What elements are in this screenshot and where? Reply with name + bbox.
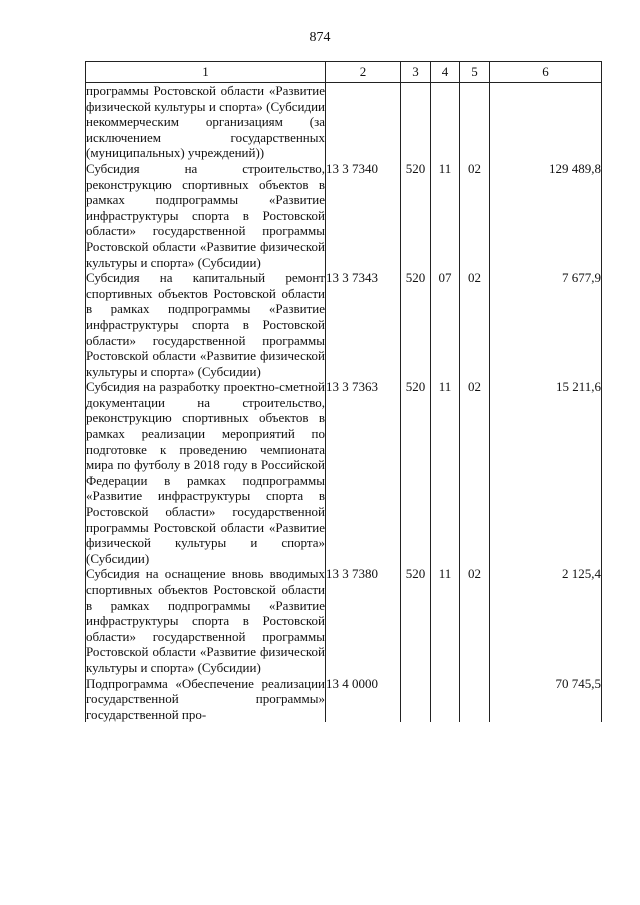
row-amount: 2 125,4	[490, 566, 602, 675]
row-col-5	[460, 676, 490, 723]
table-row	[86, 161, 602, 270]
header-col-3: 3	[401, 62, 431, 83]
row-col-5: 02	[460, 270, 490, 379]
row-amount: 129 489,8	[490, 161, 602, 270]
header-col-4: 4	[431, 62, 460, 83]
row-amount: 7 677,9	[490, 270, 602, 379]
row-amount: 15 211,6	[490, 379, 602, 566]
row-code	[326, 83, 401, 161]
header-row	[86, 62, 602, 83]
row-col-4: 07	[431, 270, 460, 379]
row-col-5: 02	[460, 161, 490, 270]
header-col-6: 6	[490, 62, 602, 83]
row-code: 13 3 7343	[326, 270, 401, 379]
header-col-2: 2	[326, 62, 401, 83]
row-col-3: 520	[401, 161, 431, 270]
row-col-5	[460, 83, 490, 161]
row-col-5: 02	[460, 379, 490, 566]
table-header	[86, 62, 602, 83]
row-col-3	[401, 676, 431, 723]
page-number: 874	[309, 30, 331, 45]
row-amount	[490, 83, 602, 161]
row-name: Субсидия на строительство, реконструкцию спортивных объектов в рамках подпрограммы «Развитие инфраструктуры спорта в Ростовской области» государственной программы Ростовской области «Развитие физической культуры и спорта» (Субсидии)	[86, 160, 325, 270]
row-code: 13 3 7363	[326, 379, 401, 566]
row-amount: 70 745,5	[490, 676, 602, 723]
table-body	[86, 83, 602, 723]
table-row	[86, 566, 602, 675]
row-code: 13 4 0000	[326, 676, 401, 723]
row-code: 13 3 7340	[326, 161, 401, 270]
row-col-4: 11	[431, 161, 460, 270]
table-row	[86, 270, 602, 379]
table-row	[86, 676, 602, 723]
row-name: Субсидия на оснащение вновь вводимых спортивных объектов Ростовской области в рамках подпрограммы «Развитие инфраструктуры спорта в Ростовской области» государственной программы Ростовской области «Развитие физической культуры и спорта» (Субсидии)	[86, 566, 325, 675]
row-col-4	[431, 676, 460, 723]
row-name: Субсидия на разработку проектно-сметной документации на строительство, реконструкцию спортивных объектов в рамках реализации мероприятий по подготовке к проведению чемпионата мира по футболу в 2018 году в Российской Федерации в рамках подпрограммы «Развитие инфраструктуры спорта в Ростовской области» государственной программы Ростовской области «Развитие физической культуры и спорта» (Субсидии)	[86, 379, 325, 566]
row-col-3	[401, 83, 431, 161]
row-col-5: 02	[460, 566, 490, 675]
table-row	[86, 83, 602, 161]
row-code: 13 3 7380	[326, 566, 401, 675]
row-col-4: 11	[431, 566, 460, 675]
row-name: Субсидия на капитальный ремонт спортивных объектов Ростовской области в рамках подпрограммы «Развитие инфраструктуры спорта в Ростовской области» государственной программы Ростовской области «Развитие физической культуры и спорта» (Субсидии)	[86, 270, 325, 379]
header-col-1: 1	[86, 62, 326, 83]
row-col-3: 520	[401, 379, 431, 566]
row-col-3: 520	[401, 270, 431, 379]
row-name: программы Ростовской области «Развитие физической культуры и спорта» (Субсидии некоммерческим организациям (за исключением государственных (муниципальных) учреждений))	[86, 83, 325, 161]
row-name: Подпрограмма «Обеспечение реализации государственной программы» государственной про-	[86, 675, 325, 722]
header-col-5: 5	[460, 62, 490, 83]
budget-table	[85, 61, 602, 722]
row-col-4	[431, 83, 460, 161]
row-col-4: 11	[431, 379, 460, 566]
table-row	[86, 379, 602, 566]
row-col-3: 520	[401, 566, 431, 675]
